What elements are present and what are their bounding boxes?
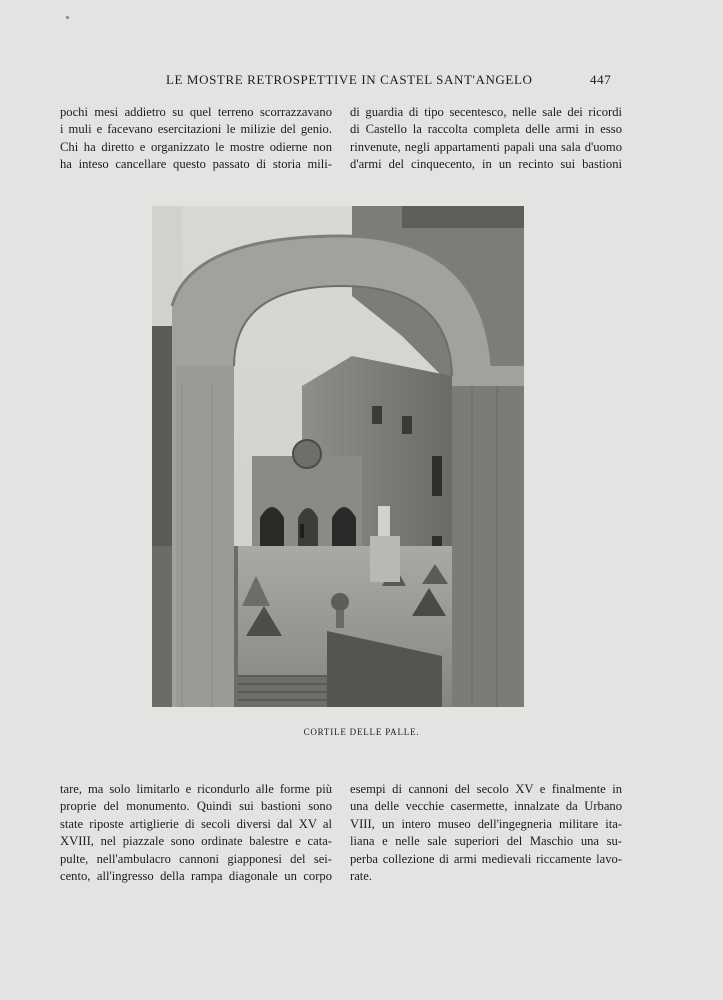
courtyard-photograph xyxy=(152,206,524,707)
text-line: liana e nelle sale superiori del Maschio una su- xyxy=(350,834,622,849)
text-line: perba collezione di armi medievali riccamente lavo- xyxy=(350,851,622,866)
text-line: i muli e facevano esercitazioni le milizie del genio. xyxy=(60,122,332,137)
text-column-top-right xyxy=(350,104,622,174)
photo-illustration xyxy=(152,206,524,707)
text-column-bottom-left xyxy=(60,781,332,885)
text-line: pulte, nell'ambulacro cannoni giapponesi del sei- xyxy=(60,851,332,866)
figure-caption: CORTILE DELLE PALLE. xyxy=(303,727,420,737)
text-column-top-left xyxy=(60,104,332,174)
text-line: proprie del monumento. Quindi sui bastioni sono xyxy=(60,799,332,814)
text-line: Chi ha diretto e organizzato le mostre odierne non xyxy=(60,139,332,154)
text-line: esempi di cannoni del secolo XV e finalmente in xyxy=(350,782,622,796)
text-line: VIII, un intero museo dell'ingegneria militare ita- xyxy=(350,816,622,831)
text-line: rinvenute, negli appartamenti papali una sala d'uomo xyxy=(350,139,622,154)
page-number: 447 xyxy=(590,72,612,87)
text-line: ha inteso cancellare questo passato di storia mili- xyxy=(60,157,332,172)
text-line: rate. xyxy=(350,869,373,884)
text-line: d'armi del cinquecento, in un recinto sui bastioni xyxy=(350,157,622,172)
text-line: XVIII, nel piazzale sono ordinate balestre e cata- xyxy=(60,834,332,849)
text-column-bottom-right xyxy=(350,781,622,885)
text-line: di guardia di tipo secentesco, nelle sale dei ricordi xyxy=(350,105,622,119)
text-line: tare, ma solo limitarlo e ricondurlo alle forme più xyxy=(60,782,332,796)
text-line: pochi mesi addietro su quel terreno scorrazzavano xyxy=(60,105,332,119)
running-title: LE MOSTRE RETROSPETTIVE IN CASTEL SANT'ANGELO xyxy=(166,72,533,87)
text-line: di Castello la raccolta completa delle armi in esso xyxy=(350,122,622,137)
text-line: una delle vecchie casermette, innalzate da Urbano xyxy=(350,799,622,814)
text-line: cento, all'ingresso della rampa diagonale un corpo xyxy=(60,869,332,884)
page-speck xyxy=(66,16,69,19)
text-line: state riposte artiglierie di secoli diversi dal XV al xyxy=(60,816,332,831)
